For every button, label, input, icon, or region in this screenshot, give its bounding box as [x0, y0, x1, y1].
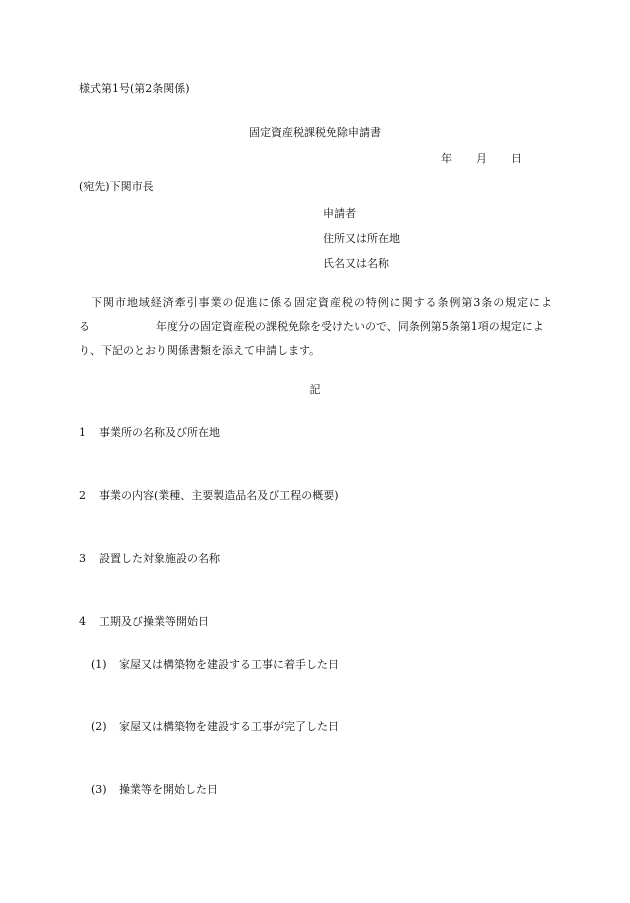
subitem-2-text: 家屋又は構築物を建設する工事が完了した日: [119, 720, 339, 733]
applicant-heading: 申請者: [323, 207, 356, 220]
item-1: [79, 426, 220, 440]
document-title: 固定資産税課税免除申請書: [249, 126, 381, 139]
item-4-text: 工期及び操業等開始日: [99, 615, 209, 628]
item-2-text: 事業の内容(業種、主要製造品名及び工程の概要): [99, 489, 339, 502]
item-1-text: 事業所の名称及び所在地: [99, 426, 220, 439]
day-label: 日: [511, 152, 522, 165]
item-3-text: 設置した対象施設の名称: [99, 552, 220, 565]
form-number: 様式第1号(第2条関係): [79, 82, 190, 95]
addressee: (宛先)下関市長: [79, 180, 154, 193]
item-1-number: 1: [79, 426, 86, 439]
item-2: [79, 489, 339, 503]
paragraph-line-2-rest: 年度分の固定資産税の課税免除を受けたいので、同条例第5条第1項の規定によ: [156, 320, 544, 333]
paragraph-line-2: [79, 320, 552, 334]
ki-heading: 記: [309, 383, 321, 396]
applicant-address-label: 住所又は所在地: [323, 232, 400, 245]
subitem-1: [91, 658, 339, 672]
paragraph-line-3: り、下記のとおり関係書類を添えて申請します。: [79, 344, 321, 357]
item-3: [79, 552, 220, 566]
paragraph-line-2-start: る: [79, 320, 90, 333]
subitem-1-text: 家屋又は構築物を建設する工事に着手した日: [119, 658, 339, 671]
item-2-number: 2: [79, 489, 86, 502]
subitem-2: [91, 720, 339, 734]
paragraph-line-1: 下関市地域経済牽引事業の促進に係る固定資産税の特例に関する条例第3条の規定によ: [91, 296, 552, 309]
subitem-3-number: (3): [91, 783, 107, 796]
month-label: 月: [476, 152, 487, 165]
subitem-3: [91, 783, 218, 797]
subitem-2-number: (2): [91, 720, 107, 733]
item-4: [79, 615, 209, 629]
subitem-3-text: 操業等を開始した日: [119, 783, 218, 796]
subitem-1-number: (1): [91, 658, 107, 671]
item-4-number: 4: [79, 615, 86, 628]
applicant-name-label: 氏名又は名称: [323, 257, 389, 270]
year-label: 年: [441, 152, 452, 165]
item-3-number: 3: [79, 552, 86, 565]
date-line: [441, 152, 522, 166]
